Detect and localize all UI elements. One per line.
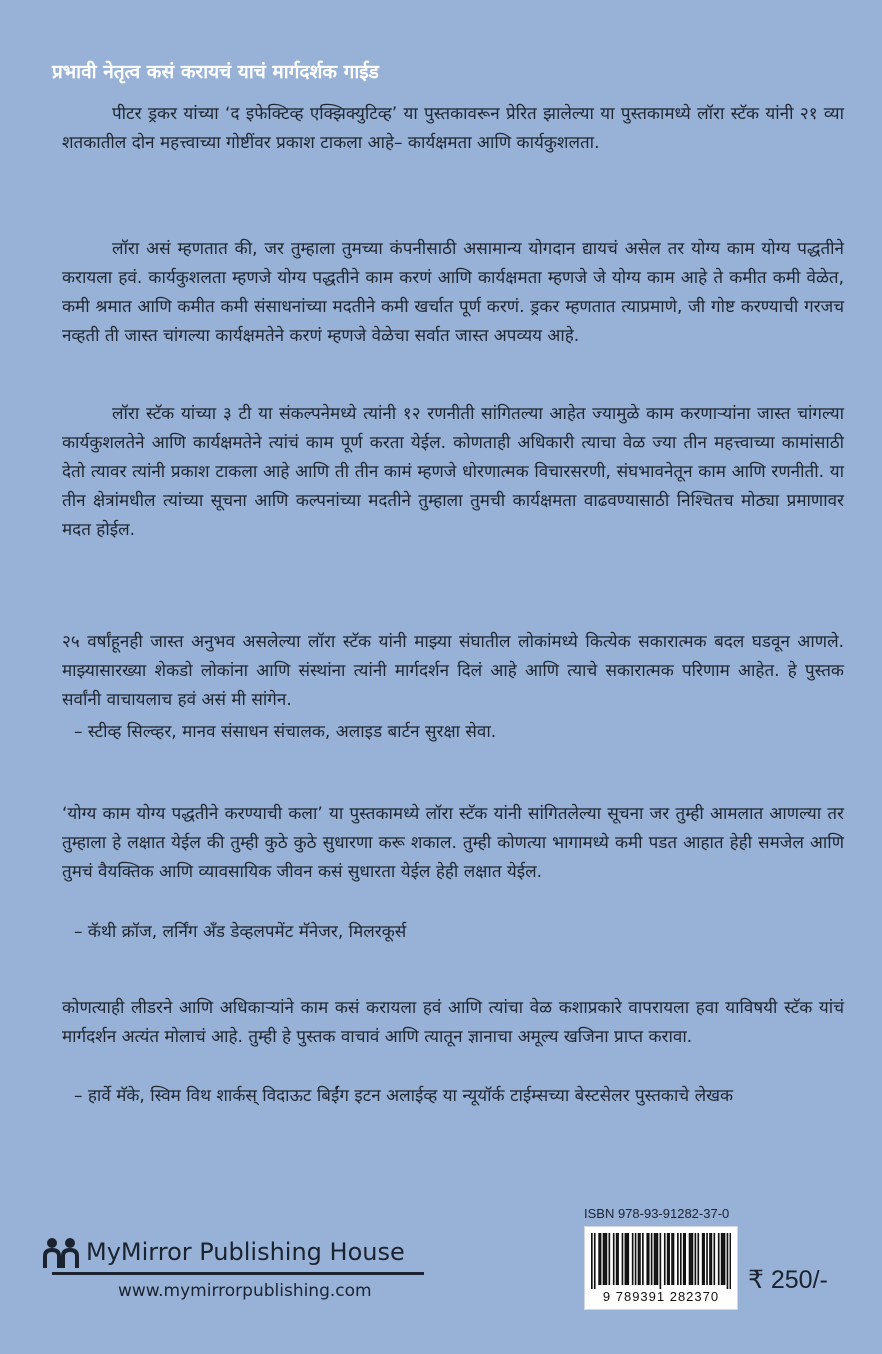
barcode-bar xyxy=(692,1233,694,1285)
barcode-bar xyxy=(609,1233,611,1285)
barcode-bar xyxy=(594,1233,596,1289)
barcode-bar xyxy=(730,1233,731,1289)
barcode-bar xyxy=(703,1233,705,1285)
logo-underline-divider xyxy=(52,1272,424,1275)
barcode-bar xyxy=(697,1233,699,1285)
barcode-bar xyxy=(639,1233,641,1285)
barcode-bar xyxy=(709,1233,711,1285)
barcode-bar xyxy=(642,1233,644,1285)
isbn-label: ISBN 978-93-91282-37-0 xyxy=(584,1206,730,1221)
testimonial-attribution-3: – हार्वे मॅके, स्विम विथ शार्कस् विदाऊट बिईंग इटन अलाईव्ह या न्यूयॉर्क टाईम्सच्या बेस्टसेलर पुस्तकाचे लेखक xyxy=(74,1086,734,1106)
barcode-bar xyxy=(684,1233,686,1285)
barcode-bar xyxy=(680,1233,682,1285)
barcode-bars xyxy=(591,1233,731,1289)
barcode-bar xyxy=(677,1233,679,1285)
barcode-bar xyxy=(638,1233,640,1285)
isbn-barcode xyxy=(584,1226,738,1310)
publisher-name: MyMirror Publishing House xyxy=(86,1238,405,1266)
testimonial-quote-3: कोणत्याही लीडरने आणि अधिकाऱ्यांने काम कसं करायला हवं आणि त्यांचा वेळ कशाप्रकारे वापरायला हवा याविषयी स्टॅक यांचं मार्गदर्शन अत्यंत मोलाचं आहे. तुम्ही हे पुस्तक वाचावं आणि त्यातून ज्ञानाचा अमूल्य खजिना प्राप्त करावा. xyxy=(62,998,844,1047)
barcode-bar xyxy=(727,1233,729,1289)
description-paragraph-2: लॉरा असं म्हणतात की, जर तुम्हाला तुमच्या कंपनीसाठी असामान्य योगदान द्यायचं असेल तर योग्य काम योग्य पद्धतीने करायला हवं. कार्यकुशलता म्हणजे योग्य पद्धतीने काम करणं आणि कार्यक्षमता म्हणजे जे योग्य काम आहे ते कमीत कमी वेळेत, कमी श्रमात आणि कमीत कमी संसाधनांच्या मदतीने कमी खर्चात पूर्ण करणं. ड्रकर म्हणतात त्याप्रमाणे, जी गोष्ट करण्याची गरजच नव्हती ती जास्त चांगल्या कार्यक्षमतेने करणं म्हणजे वेळेचा सर्वात जास्त अपव्यय आहे. xyxy=(62,239,844,346)
publisher-website: www.mymirrorpublishing.com xyxy=(118,1281,372,1301)
testimonial-attribution-1: – स्टीव्ह सिल्व्हर, मानव संसाधन संचालक, अलाइड बार्टन सुरक्षा सेवा. xyxy=(74,722,497,742)
barcode-bar xyxy=(604,1233,606,1285)
barcode-bar xyxy=(613,1233,615,1285)
barcode-bar xyxy=(702,1233,704,1285)
barcode-bar xyxy=(668,1233,670,1285)
tagline-heading: प्रभावी नेतृत्व कसं करायचं याचं मार्गदर्शक गाईड xyxy=(52,61,379,83)
barcode-bar xyxy=(648,1233,650,1285)
publisher-logo xyxy=(40,1232,405,1272)
barcode-bar xyxy=(626,1233,628,1285)
barcode-bar xyxy=(646,1233,648,1285)
barcode-bar xyxy=(671,1233,673,1285)
barcode-bar xyxy=(664,1233,666,1285)
testimonial-quote-2: ‘योग्य काम योग्य पद्धतीने करण्याची कला’ या पुस्तकामध्ये लॉरा स्टॅक यांनी सांगितलेल्या सूचना जर तुम्ही आमलात आणल्या तर तुम्हाला हे लक्षात येईल की तुम्ही कुठे कुठे सुधारणा करू शकाल. तुम्ही कोणत्या भागामध्ये कमी पडत आहात हेही समजेल आणि तुमचं वैयक्तिक आणि व्यावसायिक जीवन कसं सुधारता येईल हेही लक्षात येईल. xyxy=(62,804,844,882)
barcode-bar xyxy=(617,1233,619,1285)
people-icon xyxy=(40,1234,82,1270)
barcode-bar xyxy=(718,1233,720,1285)
barcode-bar xyxy=(689,1233,691,1285)
barcode-bar xyxy=(632,1233,634,1285)
barcode-bar xyxy=(695,1233,697,1285)
barcode-bar xyxy=(683,1233,685,1285)
barcode-bar xyxy=(651,1233,653,1285)
barcode-bar xyxy=(660,1233,662,1289)
barcode-bar xyxy=(706,1233,708,1285)
barcode-bar xyxy=(714,1233,716,1285)
barcode-bar xyxy=(657,1233,659,1285)
barcode-bar xyxy=(606,1233,608,1285)
barcode-bar xyxy=(591,1233,593,1289)
barcode-bar xyxy=(654,1233,656,1285)
barcode-bar xyxy=(673,1233,675,1285)
barcode-bar xyxy=(721,1233,723,1285)
barcode-bar xyxy=(635,1233,637,1285)
barcode-bar xyxy=(622,1233,624,1285)
testimonial-quote-1: २५ वर्षांहूनही जास्त अनुभव असलेल्या लॉरा स्टॅक यांनी माझ्या संघातील लोकांमध्ये कित्येक सकारात्मक बदल घडवून आणले. माझ्यासारख्या शेकडो लोकांना आणि संस्थांना त्यांनी मार्गदर्शन दिलं आहे आणि त्याचे सकारात्मक परिणाम आहेत. हे पुस्तक सर्वांनी वाचायलाच हवं असं मी सांगेन. xyxy=(62,632,844,710)
barcode-bar xyxy=(625,1233,627,1285)
barcode-bar xyxy=(627,1233,629,1285)
barcode-bar xyxy=(722,1233,724,1285)
barcode-bar xyxy=(616,1233,618,1285)
barcode-bar xyxy=(667,1233,669,1285)
barcode-bar xyxy=(724,1233,726,1285)
barcode-bar xyxy=(711,1233,713,1285)
description-paragraph-1: पीटर ड्रकर यांच्या ‘द इफेक्टिव्ह एक्झिक्युटिव्ह’ या पुस्तकावरून प्रेरित झालेल्या या पुस्तकामध्ये लॉरा स्टॅक यांनी २१ व्या शतकातील दोन महत्त्वाच्या गोष्टींवर प्रकाश टाकला आहे– कार्यक्षमता आणि कार्यकुशलता. xyxy=(62,104,844,153)
price-label: ₹ 250/- xyxy=(748,1266,828,1294)
testimonial-attribution-2: – कॅथी क्रॉज, लर्निंग अँड डेव्हलपमेंट मॅनेजर, मिलरकूर्स xyxy=(74,922,407,942)
barcode-bar xyxy=(655,1233,657,1285)
description-paragraph-3: लॉरा स्टॅक यांच्या ३ टी या संकल्पनेमध्ये त्यांनी १२ रणनीती सांगितल्या आहेत ज्यामुळे काम करणाऱ्यांना जास्त चांगल्या कार्यकुशलतेने आणि कार्यक्षमतेने त्यांचं काम पूर्ण करता येईल. कोणताही अधिकारी त्याचा वेळ ज्या तीन महत्त्वाच्या कामांसाठी देतो त्यावर त्यांनी प्रकाश टाकला आहे आणि ती तीन कामं म्हणजे धोरणात्मक विचारसरणी, संघभावनेतून काम आणि रणनीती. या तीन क्षेत्रांमधील त्यांच्या सूचना आणि कल्पनांच्या मदतीने तुम्हाला तुमची कार्यक्षमता वाढवण्यासाठी निश्चितच मोठ्या प्रमाणावर मदत होईल. xyxy=(62,404,844,540)
barcode-bar xyxy=(603,1233,605,1285)
barcode-bar xyxy=(598,1233,600,1285)
barcode-bar xyxy=(600,1233,602,1285)
barcode-digits: 9 789391 282370 xyxy=(602,1289,720,1304)
barcode-bar xyxy=(690,1233,692,1285)
